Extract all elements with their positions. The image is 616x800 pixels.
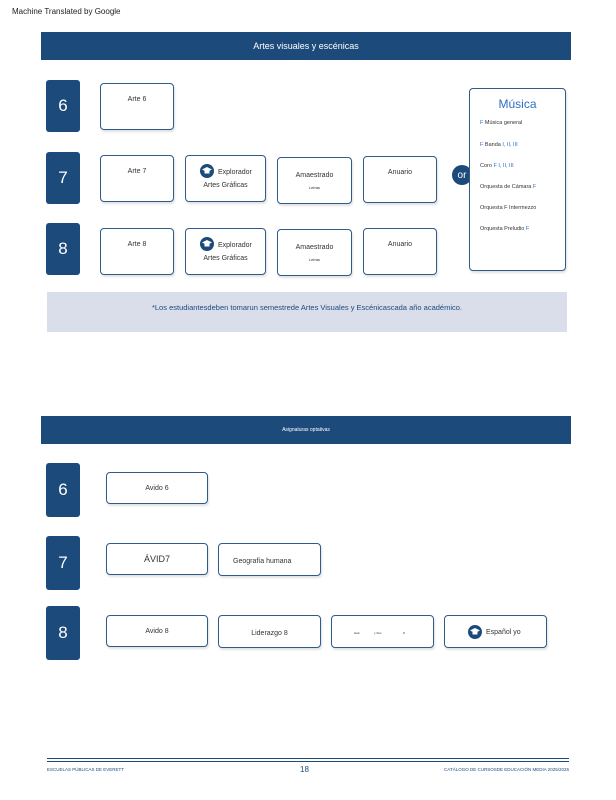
course-label: Español yo xyxy=(486,629,521,636)
section-title: Artes visuales y escénicas xyxy=(253,41,359,51)
grade-badge-7: 7 xyxy=(46,152,80,204)
course-label: Anuario xyxy=(387,241,413,248)
grade-badge-6: 6 xyxy=(46,463,80,517)
course-card-explorador-7[interactable] xyxy=(185,155,266,202)
music-item[interactable]: Orquesta F Intermezzo xyxy=(480,205,537,211)
course-card-arte-6[interactable] xyxy=(100,83,174,130)
graduation-cap-icon xyxy=(468,625,482,639)
course-card-amaestrado-7[interactable] xyxy=(277,157,352,204)
music-item[interactable]: Orquesta de Cámara F xyxy=(480,184,537,190)
music-title: Música xyxy=(498,97,537,111)
course-label: Avido 8 xyxy=(145,628,169,635)
course-card-anuario-8[interactable] xyxy=(363,228,437,275)
course-label-tiny: 8 xyxy=(403,631,405,635)
course-card-avido-6[interactable] xyxy=(106,472,208,504)
footer-rule-bottom xyxy=(47,761,569,762)
graduation-cap-icon xyxy=(200,237,214,251)
course-label: Geografía humana xyxy=(233,558,292,565)
course-card-liderazgo[interactable] xyxy=(218,615,321,648)
course-card-avid-7[interactable] xyxy=(106,543,208,575)
course-label: Avido 6 xyxy=(145,485,169,492)
music-options-panel xyxy=(469,88,566,271)
course-card-arte-8[interactable] xyxy=(100,228,174,275)
section-title: Asignaturas optativas xyxy=(282,427,330,433)
section-banner-optativas xyxy=(41,416,571,444)
course-card-geografia[interactable] xyxy=(218,543,321,576)
course-label-line1: Explorador xyxy=(218,242,252,249)
page-number: 18 xyxy=(300,765,309,774)
or-label: or xyxy=(457,169,467,181)
music-item[interactable]: F Banda I, II, III xyxy=(480,142,518,148)
course-label: Amaestrado xyxy=(295,172,334,179)
footer-left: ESCUELAS PÚBLICAS DE EVERETT xyxy=(47,767,125,772)
grade-badge-6: 6 xyxy=(46,80,80,132)
course-label-line2: Artes Gráficas xyxy=(203,182,248,189)
course-card-habilidades[interactable] xyxy=(331,615,434,648)
graduation-cap-icon xyxy=(200,164,214,178)
course-card-arte-7[interactable] xyxy=(100,155,174,202)
course-label-line1: Explorador xyxy=(218,169,252,176)
course-card-explorador-8[interactable] xyxy=(185,228,266,275)
grade-badge-7: 7 xyxy=(46,536,80,590)
course-card-anuario-7[interactable] xyxy=(363,156,437,203)
music-item[interactable]: Coro F I, II, III xyxy=(480,163,514,169)
course-label: Arte 7 xyxy=(127,168,147,175)
course-sublabel: Letras xyxy=(308,185,321,190)
footer-right: CATÁLOGO DE CURSOSDE EDUCACIÓN MEDIA 2025/2026 xyxy=(444,767,569,772)
course-card-espanol[interactable] xyxy=(444,615,547,648)
course-label-tiny: y Sus xyxy=(374,631,382,635)
grade-badge-8: 8 xyxy=(46,606,80,660)
course-label: Amaestrado xyxy=(295,244,334,251)
course-label: Arte 6 xyxy=(127,96,147,103)
footer-rule-top xyxy=(47,758,569,759)
course-sublabel: Letras xyxy=(308,257,321,262)
requirement-note-text: *Los estudiantesdeben tomarun semestrede Artes Visuales y Escénicascada año académico. xyxy=(151,302,463,312)
course-label-line2: Artes Gráficas xyxy=(203,255,248,262)
section-banner-artes xyxy=(41,32,571,60)
music-item[interactable]: Orquesta Preludio F xyxy=(480,226,530,232)
music-item[interactable]: F Música general xyxy=(480,120,523,126)
machine-translation-note: Machine Translated by Google xyxy=(12,7,121,16)
course-label-tiny: Hab xyxy=(354,631,360,635)
course-card-amaestrado-8[interactable] xyxy=(277,229,352,276)
course-label: Liderazgo 8 xyxy=(251,630,288,637)
course-label: ÁVID7 xyxy=(143,554,170,564)
course-label: Anuario xyxy=(387,169,413,176)
course-label: Arte 8 xyxy=(127,241,147,248)
course-card-avido-8[interactable] xyxy=(106,615,208,647)
requirement-note xyxy=(47,292,567,332)
grade-badge-8: 8 xyxy=(46,223,80,275)
